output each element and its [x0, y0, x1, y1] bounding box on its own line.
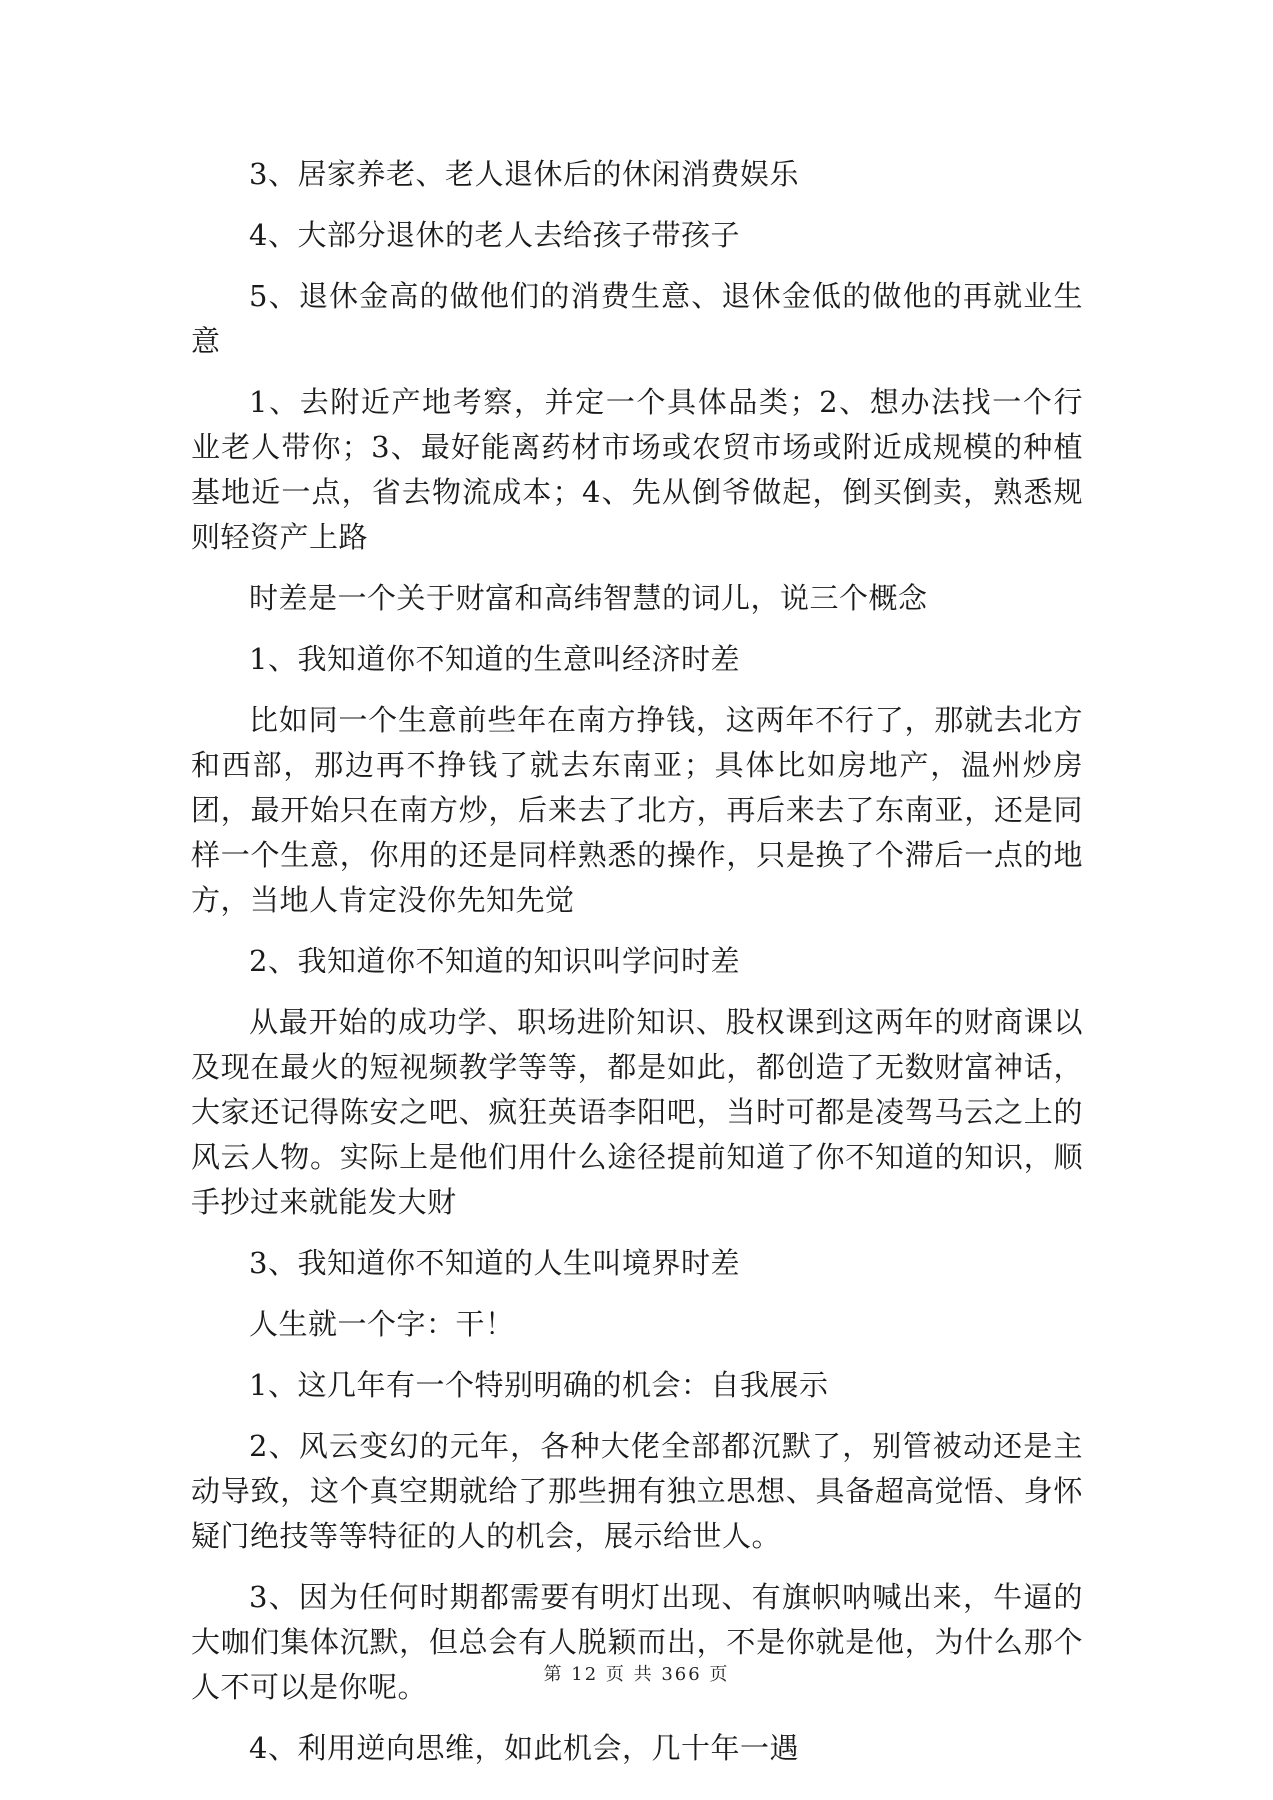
page-content [191, 152, 1083, 1787]
page-number-footer: 第 12 页 共 366 页 [543, 1664, 730, 1685]
paragraph: 人生就一个字：干！ [249, 1307, 515, 1341]
paragraph: 1、我知道你不知道的生意叫经济时差 [249, 642, 740, 676]
paragraph: 1、这几年有一个特别明确的机会：自我展示 [249, 1368, 829, 1402]
paragraph: 2、风云变幻的元年，各种大佬全部都沉默了，别管被动还是主动导致，这个真空期就给了那些拥有独立思想、具备超高觉悟、身怀疑门绝技等等特征的人的机会，展示给世人。 [191, 1429, 1083, 1553]
paragraph: 3、我知道你不知道的人生叫境界时差 [249, 1246, 740, 1280]
paragraph: 3、居家养老、老人退休后的休闲消费娱乐 [249, 157, 799, 191]
paragraph: 3、因为任何时期都需要有明灯出现、有旗帜呐喊出来，牛逼的大咖们集体沉默，但总会有人脱颖而出，不是你就是他，为什么那个人不可以是你呢。 [191, 1580, 1083, 1704]
paragraph: 时差是一个关于财富和高纬智慧的词儿，说三个概念 [249, 581, 928, 615]
paragraph: 2、我知道你不知道的知识叫学问时差 [249, 944, 740, 978]
paragraph: 4、利用逆向思维，如此机会，几十年一遇 [249, 1731, 799, 1765]
paragraph: 从最开始的成功学、职场进阶知识、股权课到这两年的财商课以及现在最火的短视频教学等等，都是如此，都创造了无数财富神话，大家还记得陈安之吧、疯狂英语李阳吧，当时可都是凌驾马云之上的风云人物。实际上是他们用什么途径提前知道了你不知道的知识，顺手抄过来就能发大财 [191, 1005, 1083, 1219]
paragraph: 比如同一个生意前些年在南方挣钱，这两年不行了，那就去北方和西部，那边再不挣钱了就去东南亚；具体比如房地产，温州炒房团，最开始只在南方炒，后来去了北方，再后来去了东南亚，还是同样一个生意，你用的还是同样熟悉的操作，只是换了个滞后一点的地方，当地人肯定没你先知先觉 [191, 703, 1083, 917]
paragraph: 1、去附近产地考察，并定一个具体品类；2、想办法找一个行业老人带你；3、最好能离药材市场或农贸市场或附近成规模的种植基地近一点，省去物流成本；4、先从倒爷做起，倒买倒卖，熟悉规则轻资产上路 [191, 385, 1083, 554]
paragraph: 4、大部分退休的老人去给孩子带孩子 [249, 218, 740, 252]
paragraph: 5、退休金高的做他们的消费生意、退休金低的做他的再就业生意 [191, 279, 1083, 358]
